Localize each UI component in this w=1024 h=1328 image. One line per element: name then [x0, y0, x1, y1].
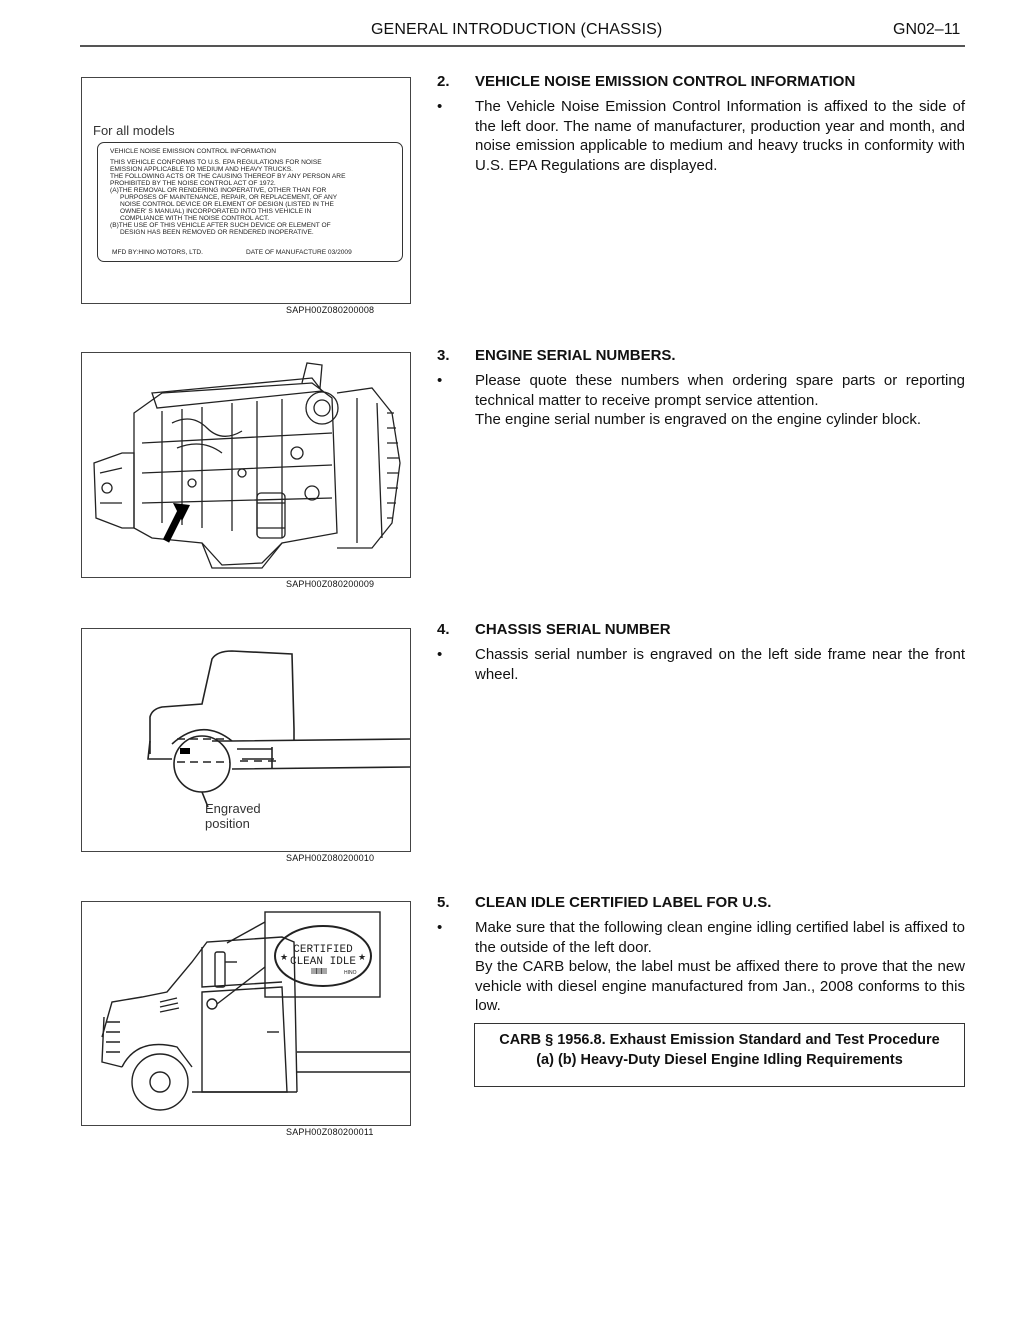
label-heading: VEHICLE NOISE EMISSION CONTROL INFORMATION	[110, 148, 276, 155]
figure-note: For all models	[93, 123, 175, 138]
bullet-text: The Vehicle Noise Emission Control Information is affixed to the side of the left door. The name of manufacturer, production year and month, and noise emission applicable to medium and heavy trucks in conformity with U.S. EPA Regulations are displayed.	[475, 98, 965, 174]
section-heading	[437, 73, 965, 95]
serial-mark	[180, 748, 190, 754]
label-line: NOISE CONTROL DEVICE OR ELEMENT OF DESIGN (LISTED IN THE	[120, 201, 334, 208]
figure-clean-idle	[81, 901, 411, 1126]
section-heading	[437, 621, 965, 643]
annotation-line: position	[205, 816, 250, 831]
label-line: EMISSION APPLICABLE TO MEDIUM AND HEAVY TRUCKS.	[110, 166, 293, 173]
figure-caption: SAPH00Z080200008	[286, 305, 375, 315]
bullet-icon: •	[437, 646, 443, 663]
badge-brand: HINO	[344, 970, 357, 976]
section-noise-emission	[437, 73, 965, 175]
section-title: CHASSIS SERIAL NUMBER	[475, 621, 671, 638]
carb-line: (a) (b) Heavy-Duty Diesel Engine Idling Requirements	[536, 1051, 903, 1068]
noise-emission-label	[97, 142, 403, 262]
star-icon: ★	[358, 953, 367, 963]
section-number: 5.	[437, 894, 450, 911]
section-title: CLEAN IDLE CERTIFIED LABEL FOR U.S.	[475, 894, 772, 911]
label-line: OWNER' S MANUAL) INCORPORATED INTO THIS VEHICLE IN	[120, 208, 312, 215]
figure-caption: SAPH00Z080200011	[286, 1127, 374, 1137]
section-heading	[437, 894, 965, 916]
bullet-item	[437, 371, 965, 430]
section-number: 4.	[437, 621, 450, 638]
bullet-text-continued: By the CARB below, the label must be affixed there to prove that the new vehicle with diesel engine manufactured from Jan., 2008 conforms to this low.	[475, 958, 965, 1014]
section-engine-serial	[437, 347, 965, 430]
label-line: DESIGN HAS BEEN REMOVED OR RENDERED INOPERATIVE.	[120, 229, 314, 236]
star-icon: ★	[280, 953, 289, 963]
section-heading	[437, 347, 965, 369]
section-number: 3.	[437, 347, 450, 364]
truck-drawing	[82, 902, 410, 1125]
label-line: PROHIBITED BY THE NOISE CONTROL ACT OF 1972.	[110, 180, 276, 187]
bullet-icon: •	[437, 919, 443, 936]
engine-drawing	[82, 353, 410, 577]
section-chassis-serial	[437, 621, 965, 684]
badge-text: CLEAN IDLE	[289, 956, 357, 968]
bullet-item	[437, 918, 965, 1016]
bullet-icon: •	[437, 372, 443, 389]
label-line: PURPOSES OF MAINTENANCE, REPAIR, OR REPLACEMENT, OF ANY	[120, 194, 338, 201]
label-line: COMPLIANCE WITH THE NOISE CONTROL ACT.	[120, 215, 270, 222]
section-number: 2.	[437, 73, 450, 90]
badge-text: CERTIFIED	[293, 944, 353, 956]
bullet-icon: •	[437, 98, 443, 115]
carb-line: CARB § 1956.8. Exhaust Emission Standard and Test Procedure	[499, 1032, 940, 1048]
engraved-position-label	[205, 801, 261, 831]
section-title: ENGINE SERIAL NUMBERS.	[475, 347, 676, 364]
carb-reference-box	[474, 1023, 965, 1087]
label-line: THE FOLLOWING ACTS OR THE CAUSING THEREOF BY ANY PERSON ARE	[110, 173, 346, 180]
label-manufacturer: MFD BY:HINO MOTORS, LTD.	[112, 249, 203, 256]
label-line: (B)THE USE OF THIS VEHICLE AFTER SUCH DEVICE OR ELEMENT OF	[110, 222, 331, 229]
bullet-text: Make sure that the following clean engine idling certified label is affixed to the outside of the left door.	[475, 919, 965, 956]
page-number: GN02–11	[893, 21, 961, 38]
label-line: THIS VEHICLE CONFORMS TO U.S. EPA REGULATIONS FOR NOISE	[110, 159, 322, 166]
section-clean-idle	[437, 894, 965, 1016]
annotation-line: Engraved	[205, 801, 261, 816]
figure-engine	[81, 352, 411, 578]
figure-caption: SAPH00Z080200009	[286, 579, 375, 589]
bullet-text: Chassis serial number is engraved on the left side frame near the front wheel.	[475, 646, 965, 683]
figure-caption: SAPH00Z080200010	[286, 853, 375, 863]
bullet-text: Please quote these numbers when ordering spare parts or reporting technical matter to receive prompt service attention.	[475, 372, 965, 409]
label-line: (A)THE REMOVAL OR RENDERING INOPERATIVE, OTHER THAN FOR	[110, 187, 327, 194]
bullet-item	[437, 645, 965, 684]
bullet-text-continued: The engine serial number is engraved on the engine cylinder block.	[475, 411, 922, 428]
label-date: DATE OF MANUFACTURE 03/2009	[246, 249, 352, 256]
barcode-icon	[312, 968, 326, 974]
header-divider	[80, 45, 965, 47]
bullet-item	[437, 97, 965, 175]
section-title: VEHICLE NOISE EMISSION CONTROL INFORMATION	[475, 73, 856, 90]
page-header-title: GENERAL INTRODUCTION (CHASSIS)	[371, 21, 663, 38]
